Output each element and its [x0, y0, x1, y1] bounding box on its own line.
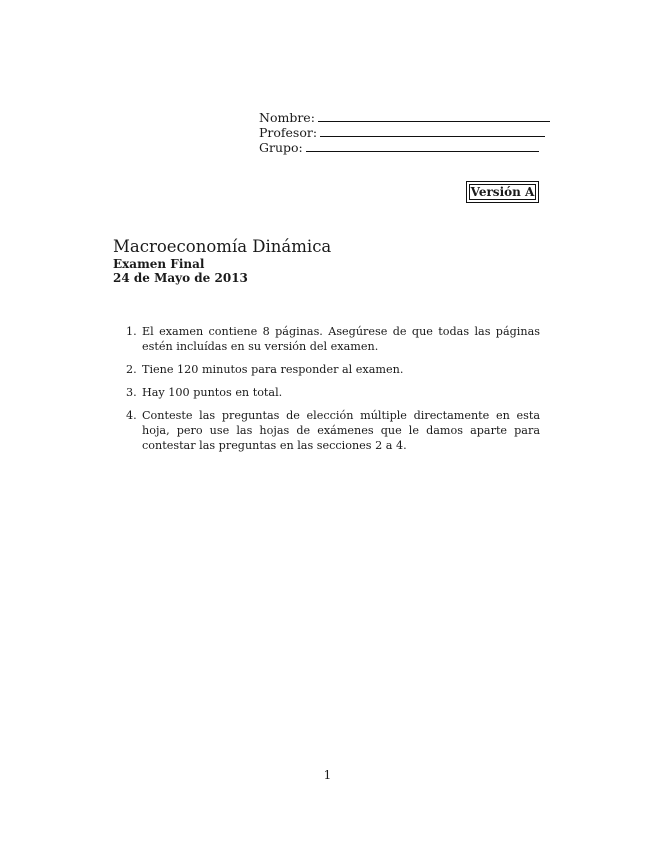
grupo-label: Grupo:	[259, 140, 303, 155]
exam-date: 24 de Mayo de 2013	[113, 271, 248, 285]
nombre-field[interactable]	[259, 110, 550, 125]
grupo-field[interactable]	[259, 140, 539, 155]
instruction-number: 4.	[126, 409, 137, 422]
instruction-text: El examen contiene 8 páginas. Asegúrese de que todas las páginas estén incluídas en su versión del examen.	[142, 325, 540, 353]
instruction-text: Tiene 120 minutos para responder al examen.	[142, 363, 404, 376]
version-label: Versión A	[470, 185, 535, 199]
instruction-item	[116, 324, 540, 354]
nombre-blank-line[interactable]	[318, 121, 550, 122]
version-box	[466, 181, 539, 203]
profesor-label: Profesor:	[259, 125, 318, 140]
instruction-item	[116, 385, 540, 400]
exam-title: Macroeconomía Dinámica	[113, 237, 332, 256]
instruction-item	[116, 408, 540, 453]
grupo-blank-line[interactable]	[306, 151, 539, 152]
instruction-text: Conteste las preguntas de elección múltiple directamente en esta hoja, pero use las hojas de exámenes que le damos aparte para contestar las preguntas en las secciones 2 a 4.	[142, 409, 540, 452]
instruction-number: 2.	[126, 363, 137, 376]
instruction-number: 1.	[126, 325, 137, 338]
profesor-field[interactable]	[259, 125, 545, 140]
exam-subtitle: Examen Final	[113, 257, 205, 271]
instructions-list	[116, 324, 540, 461]
instruction-text: Hay 100 puntos en total.	[142, 386, 283, 399]
instruction-number: 3.	[126, 386, 137, 399]
profesor-blank-line[interactable]	[320, 136, 545, 137]
page-number: 1	[323, 768, 332, 782]
instruction-item	[116, 362, 540, 377]
nombre-label: Nombre:	[259, 110, 315, 125]
